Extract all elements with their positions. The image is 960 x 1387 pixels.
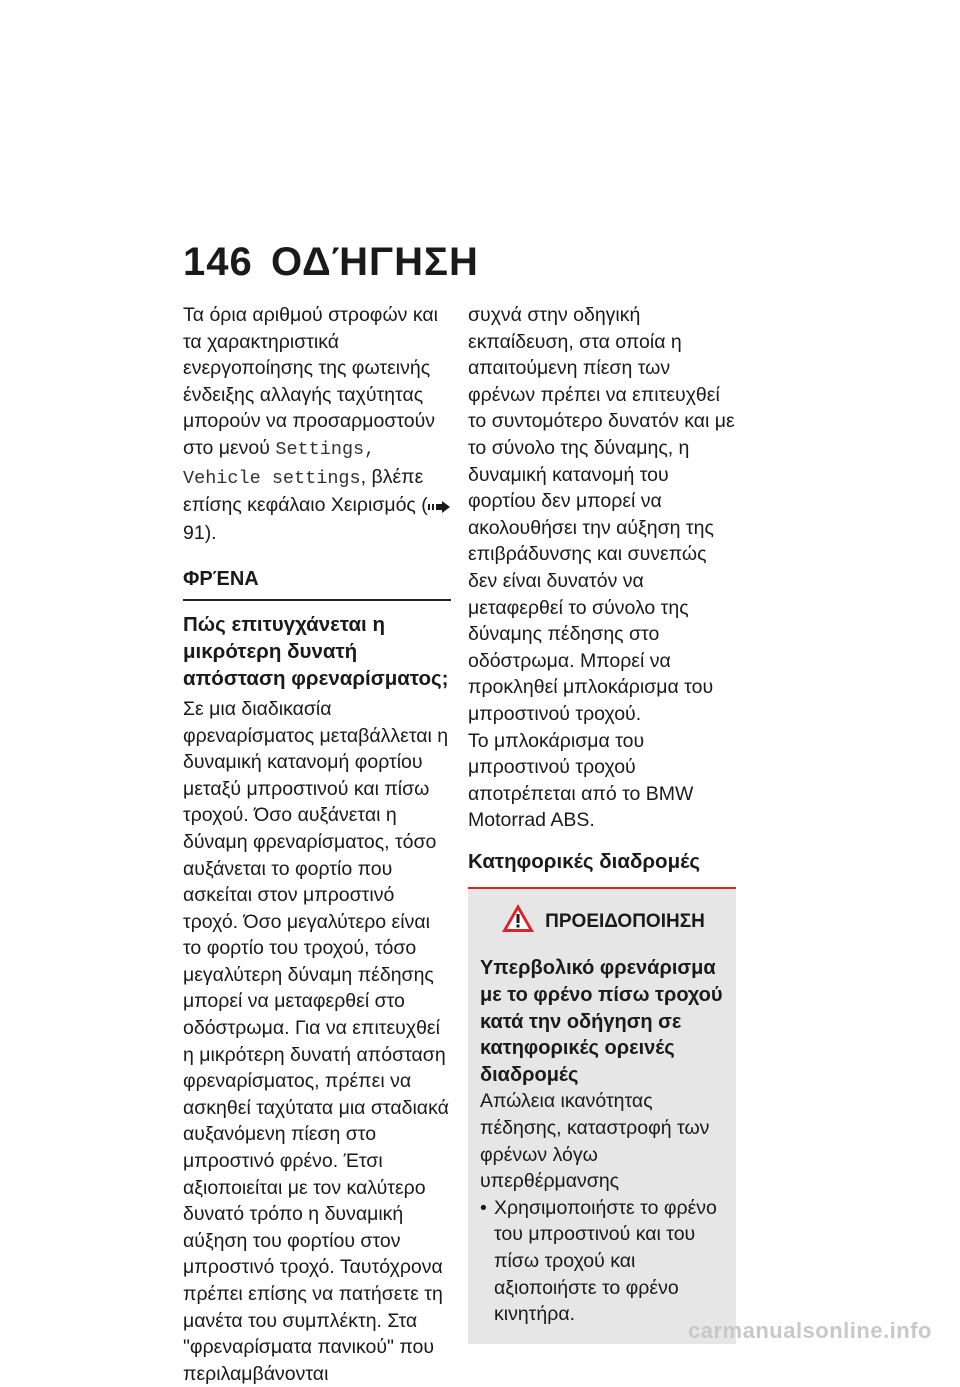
braking-paragraph: Σε μια διαδικασία φρεναρίσματος μεταβάλλεται η δυναμική κατανομή φορτίου μεταξύ μπροστινού και πίσω τροχού. Όσο αυξάνεται η δύναμη φρεναρίσματος, τόσο αυξάνεται το φορτίο που ασκείται στον μπροστινό τροχό. Όσο μεγαλύτερο είναι το φορτίο του τροχού, τόσο μεγαλύτερη δύναμη πέδησης μπορεί να μεταφερθεί στο οδόστρωμα. Για να επιτευχθεί η μικρότερη δυνατή απόσταση φρεναρίσματος, πρέπει να ασκηθεί ταχύτατα μια σταδιακά αυξανόμενη πίεση στο μπροστινό φρένο. Έτσι αξιοποιείται με τον καλύτερο δυνατό τρόπο η δυναμική αύξηση του φορτίου στον μπροστινό τροχό. Ταυτόχρονα πρέπει επίσης να πατήσετε τη μανέτα του συμπλέκτη. Στα "φρεναρίσματα πανικού" που περιλαμβάνονται xyxy=(183,697,449,1385)
page-reference-arrow-icon xyxy=(428,498,450,514)
warning-title: Υπερβολικό φρενάρισμα με το φρένο πίσω τροχού κατά την οδήγηση σε κατηφορικές ορεινές διαδρομές xyxy=(480,957,723,1086)
left-column xyxy=(183,302,451,1387)
right-column xyxy=(468,302,736,1344)
watermark: carmanualsonline.info xyxy=(688,1318,932,1343)
warning-label: ΠΡΟΕΙΔΟΠΟΙΗΣΗ xyxy=(545,910,705,932)
subheading-braking-distance: Πώς επιτυγχάνεται η μικρότερη δυνατή απόσταση φρεναρίσματος; xyxy=(183,612,449,690)
abs-paragraph: Το μπλοκάρισμα του μπροστινού τροχού αποτρέπεται από το BMW Motorrad ABS. xyxy=(468,729,694,832)
page-number: 146 xyxy=(183,240,253,284)
intro-paragraph: Τα όρια αριθμού στροφών και τα χαρακτηριστικά ενεργοποίησης της φωτεινής ένδειξης αλλαγής ταχύτητας μπορούν να προσαρμοστούν στο μενού Settings, Vehicle settings, βλέπε επίσης κεφάλαιο Χειρισμός ( 91). xyxy=(183,302,451,546)
menu-path: Settings, Vehicle settings xyxy=(183,438,376,489)
warning-box xyxy=(468,887,736,1344)
bullet-icon: • xyxy=(480,1196,487,1219)
warning-bullet xyxy=(480,1195,726,1328)
warning-triangle-icon xyxy=(501,903,535,942)
warning-bullet-text: Χρησιμοποιήστε το φρένο του μπροστινού και του πίσω τροχού και αξιοποιήστε το φρένο κινητήρα. xyxy=(494,1196,717,1326)
chapter-title: ΟΔΉΓΗΣΗ xyxy=(271,240,479,284)
warning-header xyxy=(480,903,726,942)
subheading-downhill: Κατηφορικές διαδρομές xyxy=(468,849,701,873)
warning-text: Απώλεια ικανότητας πέδησης, καταστροφή των φρένων λόγω υπερθέρμανσης xyxy=(480,1090,710,1193)
page-reference[interactable]: 91). xyxy=(183,521,217,544)
braking-paragraph-continued: συχνά στην οδηγική εκπαίδευση, στα οποία η απαιτούμενη πίεση των φρένων πρέπει να επιτευχθεί το συντομότερο δυνατόν και με το σύνολο της δύναμης, η δυναμική κατανομή του φορτίου δεν μπορεί να ακολουθήσει την αύξηση της επιβράδυνσης και συνεπώς δεν είναι δυνατόν να μεταφερθεί το σύνολο της δύναμης πέδησης στο οδόστρωμα. Μπορεί να προκληθεί μπλοκάρισμα του μπροστινού τροχού. xyxy=(468,304,735,725)
section-title: ΦΡΈΝΑ xyxy=(183,566,451,601)
page-header xyxy=(183,240,479,285)
